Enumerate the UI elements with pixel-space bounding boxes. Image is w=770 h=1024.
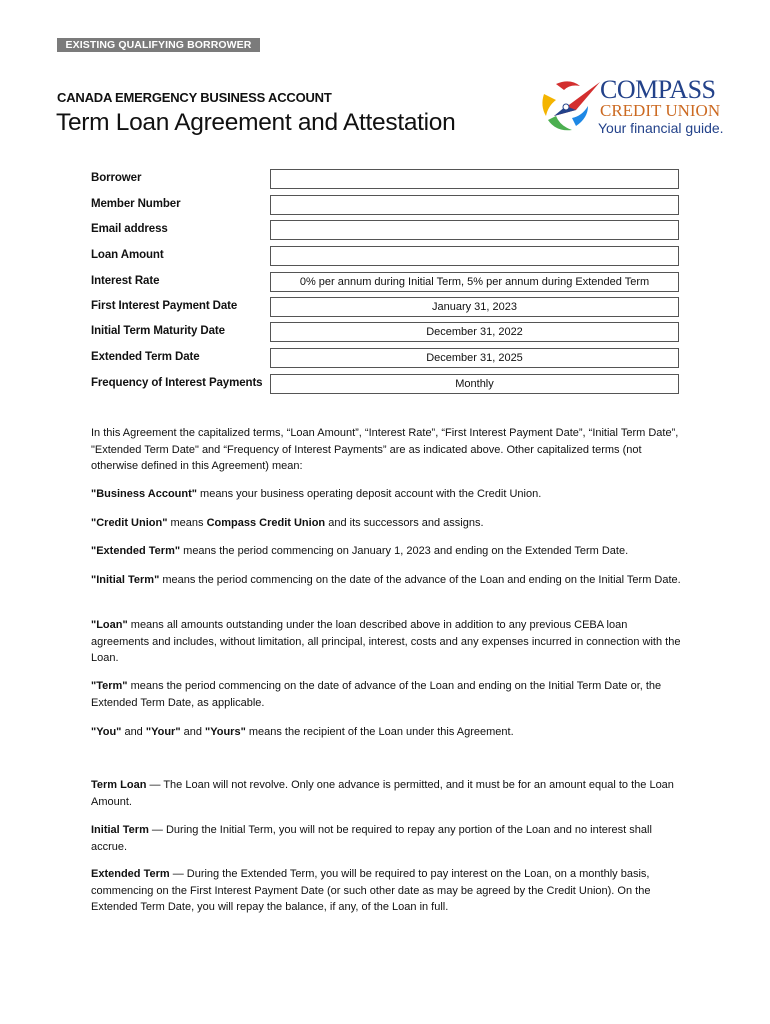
borrower-label: Borrower (91, 172, 142, 184)
initial-term-maturity-field[interactable]: December 31, 2022 (270, 322, 679, 342)
definition-text: means the period commencing on the date of the advance of the Loan and ending on the Initial Term Date. (159, 574, 681, 586)
definition-text: means the period commencing on January 1, 2023 and ending on the Extended Term Date. (180, 545, 629, 557)
definition-initial-term (91, 572, 681, 589)
first-payment-date-label: First Interest Payment Date (91, 300, 238, 312)
borrower-field[interactable] (270, 169, 679, 189)
section-text: — During the Extended Term, you will be required to pay interest on the Loan, on a monthly basis, commencing on the First Interest Payment Date (or such other date as may be agreed by the Credit Union). On the Extended Term Date, you will repay the balance, if any, of the Loan in full. (91, 868, 651, 913)
logo-name: COMPASS (600, 75, 716, 104)
borrower-type-banner: EXISTING QUALIFYING BORROWER (57, 38, 260, 52)
first-payment-date-field[interactable]: January 31, 2023 (270, 297, 679, 317)
logo-subname: CREDIT UNION (600, 101, 721, 120)
logo-tagline: Your financial guide. (598, 120, 724, 136)
definition-term: "Your" (145, 726, 181, 738)
section-text: — The Loan will not revolve. Only one advance is permitted, and it must be for an amount equal to the Loan Amount. (91, 779, 674, 808)
definition-credit-union (91, 515, 681, 532)
definition-term: "Business Account" (91, 488, 197, 500)
interest-rate-field[interactable]: 0% per annum during Initial Term, 5% per annum during Extended Term (270, 272, 679, 292)
definition-term: "Yours" (205, 726, 246, 738)
program-title: CANADA EMERGENCY BUSINESS ACCOUNT (57, 90, 332, 105)
payment-frequency-field[interactable]: Monthly (270, 374, 679, 394)
definition-term-period (91, 678, 681, 711)
loan-amount-label: Loan Amount (91, 249, 164, 261)
definition-text: means (167, 517, 207, 529)
loan-amount-field[interactable] (270, 246, 679, 266)
page-title: Term Loan Agreement and Attestation (56, 109, 456, 136)
section-heading: Extended Term (91, 868, 170, 880)
definition-term: "Term" (91, 680, 128, 692)
extended-term-date-field[interactable]: December 31, 2025 (270, 348, 679, 368)
definition-term: Compass Credit Union (206, 517, 326, 529)
member-number-label: Member Number (91, 198, 181, 210)
section-term-loan (91, 777, 681, 810)
intro-paragraph: In this Agreement the capitalized terms, “Loan Amount”, “Interest Rate”, “First Interest Payment Date”, “Initial Term Date”, "Extended Term Date" and “Frequency of Interest Payments” are as indicated above. Other capitalized terms (not otherwise defined in this Agreement) mean: (91, 427, 679, 472)
section-extended-term (91, 866, 681, 916)
section-initial-term (91, 822, 681, 855)
member-number-field[interactable] (270, 195, 679, 215)
definition-text: means the recipient of the Loan under this Agreement. (245, 726, 514, 738)
definition-extended-term (91, 543, 681, 560)
section-text: — During the Initial Term, you will not be required to repay any portion of the Loan and no interest shall accrue. (91, 824, 652, 853)
payment-frequency-label: Frequency of Interest Payments (91, 377, 263, 389)
compass-logo (536, 76, 736, 140)
compass-logo-icon (536, 76, 606, 136)
definition-term: "Loan" (91, 619, 128, 631)
definition-text: and (180, 726, 205, 738)
definition-term: "Credit Union" (91, 517, 168, 529)
definition-text: means your business operating deposit account with the Credit Union. (197, 488, 542, 500)
section-heading: Initial Term (91, 824, 149, 836)
email-field[interactable] (270, 220, 679, 240)
email-label: Email address (91, 223, 168, 235)
definition-text: and (121, 726, 146, 738)
definition-text: and its successors and assigns. (325, 517, 484, 529)
initial-term-maturity-label: Initial Term Maturity Date (91, 325, 225, 337)
definition-term: "You" (91, 726, 122, 738)
interest-rate-label: Interest Rate (91, 275, 160, 287)
definition-term: "Extended Term" (91, 545, 181, 557)
definition-text: means the period commencing on the date of advance of the Loan and ending on the Initial Term Date or, the Extended Term Date, as applicable. (91, 680, 662, 709)
extended-term-date-label: Extended Term Date (91, 351, 200, 363)
definition-text: means all amounts outstanding under the loan described above in addition to any previous CEBA loan agreements and includes, without limitation, all principal, interest, costs and any expenses incurred in connection with the Loan. (91, 619, 681, 664)
definition-you (91, 724, 681, 741)
section-heading: Term Loan (91, 779, 147, 791)
definition-term: "Initial Term" (91, 574, 160, 586)
definition-business-account (91, 486, 681, 503)
definition-loan (91, 617, 681, 667)
